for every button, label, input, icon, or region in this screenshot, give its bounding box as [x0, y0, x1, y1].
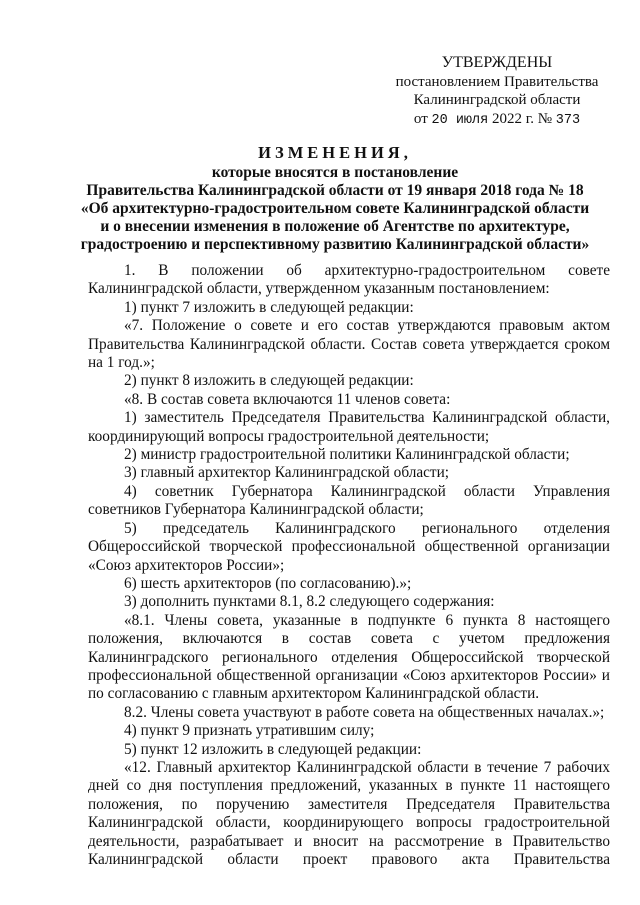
body-paragraph: «8.1. Члены совета, указанные в подпункте 6 пункта 8 настоящего положения, включаются в состав совета с учетом предложения Калининградского регионального отделения Общероссийской творческой профессиональной общественной организации «Союз архитекторов России» и по согласованию с главным архитектором Калининградской области. [88, 611, 610, 703]
body-paragraph: 6) шесть архитекторов (по согласованию).»; [124, 574, 412, 592]
body-paragraph: 2) пункт 8 изложить в следующей редакции: [124, 372, 414, 390]
title-line: Правительства Калининградской области от 19 января 2018 года № 18 [86, 182, 584, 199]
body-paragraph: 8.2. Члены совета участвуют в работе совета на общественных началах.»; [124, 703, 605, 721]
document-title [70, 144, 600, 254]
approval-stamp [372, 54, 622, 130]
title-line: которые вносятся в постановление [211, 164, 459, 181]
approval-line-2: Калининградской области [413, 92, 581, 108]
body-paragraph: «7. Положение о совете и его состав утверждаются правовым актом Правительства Калининградской области. Состав совета утверждается сроком на 1 год.»; [88, 317, 610, 372]
body-paragraph: 1) пункт 7 изложить в следующей редакции: [124, 298, 414, 316]
title-line: и о внесении изменения в положение об Агентстве по архитектуре, [100, 218, 570, 235]
title-line: «Об архитектурно-градостроительном совете Калининградской области [80, 200, 590, 217]
body-paragraph: 5) председатель Калининградского регионального отделения Общероссийской творческой профессиональной общественной организации «Союз архитекторов России»; [88, 519, 610, 574]
body-paragraph: «8. В состав совета включаются 11 членов совета: [124, 390, 451, 408]
body-paragraph: 3) дополнить пунктами 8.1, 8.2 следующего содержания: [124, 593, 495, 611]
approval-line-1: постановлением Правительства [395, 73, 599, 90]
title-heading: ИЗМЕНЕНИЯ, [258, 143, 412, 162]
body-paragraph: «12. Главный архитектор Калининградской области в течение 7 рабочих дней со дня поступления предложений, указанных в пункте 11 настоящего положения, по поручению заместителя Председателя Правительства Калининградской области, координирующего вопросы градостроительной деятельности, разрабатывает и вносит на рассмотрение в Правительство Калининградской области проект правового акта Правительства [88, 758, 610, 868]
body-paragraph: 1) заместитель Председателя Правительства Калининградской области, координирующий вопросы градостроительной деятельности; [88, 409, 610, 445]
approval-date-prefix: от [413, 110, 428, 127]
body-paragraph: 4) пункт 9 признать утратившим силу; [124, 722, 375, 740]
approval-date-day-month: 20 июля [431, 112, 489, 128]
body-paragraph: 1. В положении об архитектурно-градостроительном совете Калининградской области, утвержденном указанным постановлением: [88, 262, 610, 298]
document-body [88, 262, 610, 869]
approval-date-line [372, 110, 622, 131]
body-paragraph: 2) министр градостроительной политики Калининградской области; [124, 446, 570, 464]
body-paragraph: 4) советник Губернатора Калининградской области Управления советников Губернатора Калининградской области; [88, 482, 610, 519]
body-paragraph: 5) пункт 12 изложить в следующей редакции: [124, 740, 422, 758]
title-line: градостроению и перспективному развитию Калининградской области» [80, 236, 590, 253]
approval-number: 373 [555, 112, 581, 128]
approval-date-year: 2022 г. № [491, 110, 553, 127]
approval-heading: УТВЕРЖДЕНЫ [441, 54, 553, 71]
body-paragraph: 3) главный архитектор Калининградской области; [124, 464, 450, 482]
